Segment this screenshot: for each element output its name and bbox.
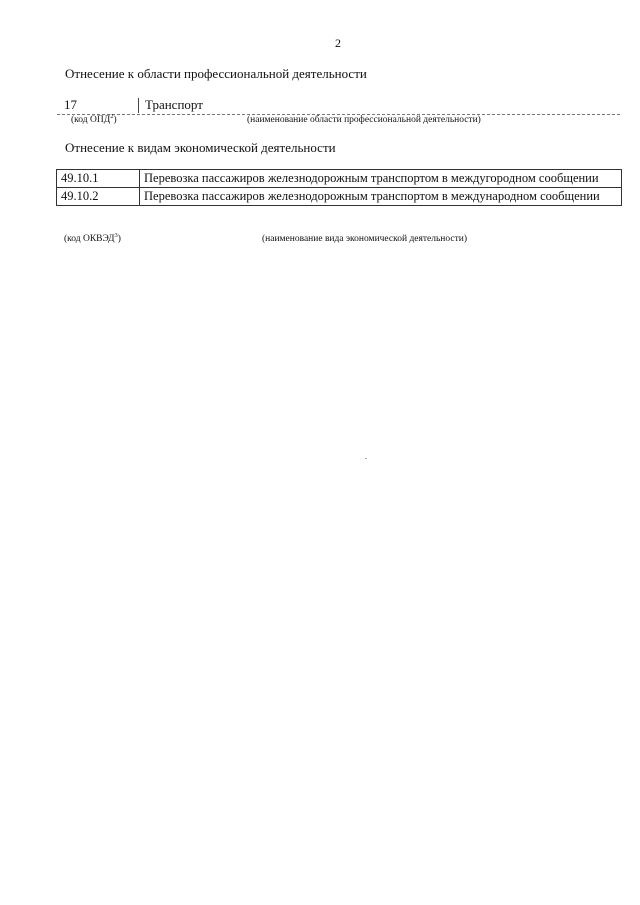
okved-code: 49.10.1 xyxy=(57,170,140,188)
okved-table xyxy=(56,169,622,206)
profession-area-heading: Отнесение к области профессиональной деятельности xyxy=(65,66,367,81)
opd-name-caption: (наименование области профессиональной деятельности) xyxy=(247,115,481,125)
scan-speck xyxy=(365,458,367,459)
economic-activity-heading: Отнесение к видам экономической деятельности xyxy=(65,140,336,155)
opd-code-caption: (код ОПД$^2$) xyxy=(71,113,117,126)
opd-code: 17 xyxy=(64,97,77,112)
okved-code-caption: (код ОКВЭД$^3$) xyxy=(64,232,121,245)
okved-name-caption: (наименование вида экономической деятельности) xyxy=(262,234,467,244)
footnote-mark: 2 xyxy=(110,113,114,120)
okved-code: 49.10.2 xyxy=(57,188,140,206)
okved-name: Перевозка пассажиров железнодорожным транспортом в междугородном сообщении xyxy=(140,170,622,188)
opd-separator xyxy=(138,98,139,113)
table-row xyxy=(57,188,622,206)
okved-name: Перевозка пассажиров железнодорожным транспортом в международном сообщении xyxy=(140,188,622,206)
profession-area-row xyxy=(57,97,620,115)
table-row xyxy=(57,170,622,188)
opd-name: Транспорт xyxy=(145,97,203,112)
page-number: 2 xyxy=(335,36,341,50)
footnote-mark: 3 xyxy=(114,232,118,239)
